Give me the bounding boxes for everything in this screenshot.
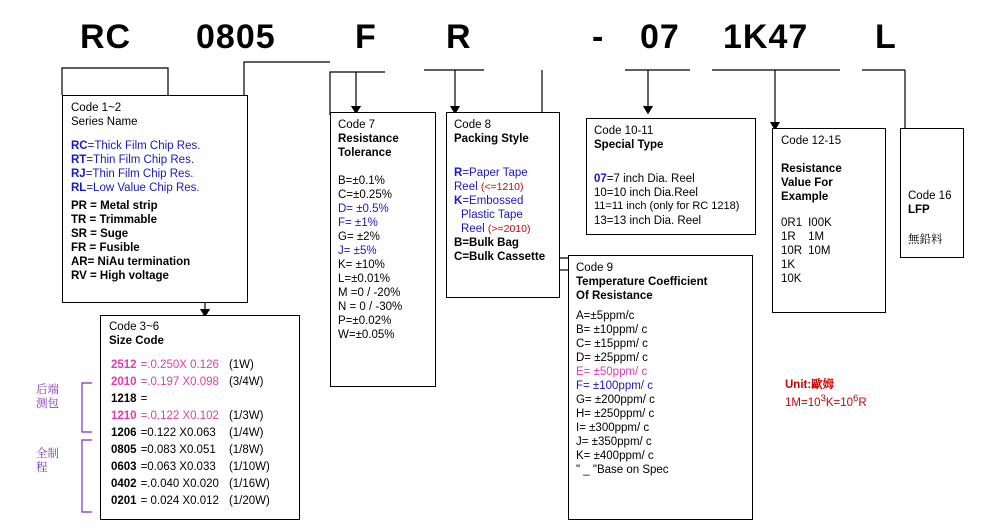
resvalue-c1-r3: 10R	[781, 245, 803, 257]
packing-header-title: Packing Style	[454, 133, 529, 145]
size-group-label-1-line2: 测包	[36, 398, 59, 410]
special-header-title: Special Type	[594, 139, 664, 151]
packing-code-b: B	[454, 237, 463, 249]
size-code-0805: 0805	[111, 444, 137, 456]
special-desc-13: =13 inch Dia. Reel	[606, 214, 702, 227]
special-desc-07: =7 inch Dia. Reel	[606, 173, 695, 185]
series-desc-fr: = Fusible	[86, 242, 140, 254]
series-code-fr: FR	[71, 242, 87, 254]
series-desc-pr: = Metal strip	[86, 200, 158, 212]
unit-note-sup2: 6	[853, 393, 859, 404]
resvalue-header-code: Code 12-15	[781, 135, 842, 147]
size-header-code: Code 3~6	[109, 321, 160, 333]
size-dim-1206: =0.122 X0.063	[140, 427, 216, 439]
table-row	[111, 392, 270, 407]
packing-desc-c: =Bulk Cassette	[462, 251, 546, 263]
size-code-1218: 1218	[111, 393, 137, 405]
table-row	[111, 409, 270, 424]
tolerance-item-w: W=±0.05%	[338, 329, 395, 341]
series-code-rl: RL	[71, 182, 87, 194]
series-name-box	[62, 95, 248, 303]
tolerance-header-title1: Resistance	[338, 133, 399, 145]
size-watt-0201: (1/20W)	[228, 495, 270, 507]
tolerance-item-m: M =0 / -20%	[338, 287, 401, 299]
tempco-item-j: J= ±350ppm/ c	[576, 436, 652, 448]
table-row	[111, 477, 270, 492]
part-number-string	[0, 18, 985, 64]
series-code-rt: RT	[71, 154, 87, 166]
packing-note-r: (<=1210)	[480, 181, 524, 193]
tempco-header-title2: Of Resistance	[576, 290, 653, 302]
code16-box	[900, 128, 964, 258]
resvalue-c1-r4: 1K	[781, 259, 796, 271]
size-watt-1206: (1/4W)	[228, 427, 264, 439]
resvalue-header-title1: Resistance	[781, 163, 842, 175]
series-desc-sr: = Suge	[86, 228, 129, 240]
tempco-item-f: F= ±100ppm/ c	[576, 380, 653, 392]
size-group-label-2-line1: 全制	[36, 448, 59, 460]
special-code-11: 11	[594, 200, 606, 212]
table-row	[111, 358, 270, 373]
part-code-segment-7: 1K47	[723, 18, 809, 56]
size-group-label-2	[36, 447, 59, 475]
series-desc-rt: =Thin Film Chip Res.	[86, 154, 195, 166]
tempco-header-title1: Temperature Coefficient	[576, 276, 708, 288]
packing-desc-r2: Reel	[454, 181, 478, 193]
unit-note-line1: Unit:歐姆	[785, 379, 835, 391]
size-watt-0402: (1/16W)	[228, 478, 270, 490]
packing-desc-k3: Reel	[461, 223, 485, 235]
unit-note-pre: 1M=10	[785, 396, 821, 409]
resvalue-c1-r1: 0R1	[781, 217, 803, 229]
size-group-label-2-line2: 程	[36, 462, 48, 474]
part-code-segment-2: 0805	[196, 18, 276, 56]
tolerance-item-c: C=±0.25%	[338, 189, 392, 201]
tempco-item-k: K= ±400ppm/ c	[576, 450, 654, 462]
unit-note-mid: K=10	[825, 396, 853, 409]
series-desc-rc: =Thick Film Chip Res.	[87, 140, 201, 152]
tolerance-item-p: P=±0.02%	[338, 315, 392, 327]
packing-note-k: (>=2010)	[487, 223, 531, 235]
code16-note: 無鉛料	[908, 234, 943, 246]
series-desc-tr: = Trimmable	[86, 214, 157, 226]
resistance-value-table	[781, 216, 838, 286]
size-dim-0603: =0.063 X0.033	[140, 461, 216, 473]
series-code-rj: RJ	[71, 168, 86, 180]
table-row	[781, 230, 838, 244]
size-code-2512: 2512	[111, 359, 137, 371]
size-dim-2512: =.0.250X 0.126	[140, 359, 219, 371]
table-row	[111, 494, 270, 509]
part-code-segment-5: -	[592, 18, 605, 56]
part-code-segment-6: 07	[640, 18, 680, 56]
tempco-item-d: D= ±25ppm/ c	[576, 352, 648, 364]
size-watt-0603: (1/10W)	[228, 461, 270, 473]
tolerance-item-b: B=±0.1%	[338, 175, 385, 187]
tempco-item-b: B= ±10ppm/ c	[576, 324, 648, 336]
table-row	[111, 460, 270, 475]
resvalue-c2-r3: 10M	[808, 245, 831, 257]
tolerance-header-title2: Tolerance	[338, 147, 392, 159]
tempco-item-base: " _ "Base on Spec	[576, 464, 669, 476]
packing-code-k: K	[454, 195, 463, 207]
size-dim-0201: = 0.024 X0.012	[140, 495, 219, 507]
tempco-item-g: G= ±200ppm/ c	[576, 394, 655, 406]
tempco-box	[568, 255, 753, 520]
tolerance-item-k: K= ±10%	[338, 259, 385, 271]
special-code-07: 07	[594, 173, 607, 185]
table-row	[781, 272, 838, 286]
size-dim-0402: =.0.040 X0.020	[140, 478, 219, 490]
tolerance-item-n: N = 0 / -30%	[338, 301, 403, 313]
code16-header-title: LFP	[908, 204, 930, 216]
series-desc-ar: = NiAu termination	[87, 256, 191, 268]
size-code-0603: 0603	[111, 461, 137, 473]
series-code-pr: PR	[71, 200, 87, 212]
size-code-box	[100, 315, 300, 520]
resvalue-c1-r5: 10K	[781, 273, 802, 285]
resvalue-c2-r4	[808, 258, 838, 272]
tolerance-item-l: L=±0.01%	[338, 273, 391, 285]
resvalue-c2-r5	[808, 272, 838, 286]
size-group-label-1-line1: 后端	[36, 384, 59, 396]
series-code-rv: RV	[71, 270, 87, 282]
unit-note-post: R	[858, 396, 867, 409]
size-watt-1210: (1/3W)	[228, 410, 264, 422]
size-header-title: Size Code	[109, 335, 164, 347]
special-desc-10: =10 inch Dia.Reel	[606, 187, 698, 199]
part-code-segment-4: R	[446, 18, 472, 56]
unit-note	[785, 378, 867, 410]
size-group-label-1	[36, 383, 59, 411]
resvalue-header-title2: Value For	[781, 177, 833, 189]
packing-header-code: Code 8	[454, 119, 492, 131]
tempco-item-h: H= ±250ppm/ c	[576, 408, 655, 420]
size-code-1210: 1210	[111, 410, 137, 422]
packing-desc-r: =Paper Tape	[462, 167, 528, 179]
tempco-item-c: C= ±15ppm/ c	[576, 338, 648, 350]
packing-desc-k: =Embossed	[462, 195, 524, 207]
size-code-1206: 1206	[111, 427, 137, 439]
series-code-ar: AR	[71, 256, 88, 268]
tolerance-header-code: Code 7	[338, 119, 376, 131]
special-code-13: 13	[594, 214, 607, 227]
tempco-item-e: E= ±50ppm/ c	[576, 366, 648, 378]
resvalue-c2-r1: I00K	[808, 217, 832, 229]
size-dim-1210: =.0.122 X0.102	[140, 410, 219, 422]
tolerance-item-j: J= ±5%	[338, 245, 377, 257]
series-code-sr: SR	[71, 228, 87, 240]
size-watt-1218	[229, 392, 270, 407]
part-code-segment-1: RC	[80, 18, 132, 56]
size-dim-2010: =.0.197 X0.098	[140, 376, 219, 388]
part-code-segment-3: F	[355, 18, 377, 56]
size-watt-2010: (3/4W)	[228, 376, 264, 388]
special-desc-11: =11 inch (only for RC 1218)	[605, 200, 740, 212]
tempco-header-code: Code 9	[576, 262, 614, 274]
table-row	[781, 244, 838, 258]
series-desc-rj: =Thin Film Chip Res.	[85, 168, 194, 180]
table-row	[111, 443, 270, 458]
packing-desc-k2: Plastic Tape	[461, 209, 523, 221]
special-code-10: 10	[594, 187, 607, 199]
series-code-tr: TR	[71, 214, 87, 226]
series-header-code: Code 1~2	[71, 102, 122, 114]
size-code-0402: 0402	[111, 478, 137, 490]
table-row	[781, 216, 838, 230]
packing-style-box	[446, 112, 560, 298]
tolerance-item-d: D= ±0.5%	[338, 203, 389, 215]
series-code-rc: RC	[71, 140, 88, 152]
tolerance-item-f: F= ±1%	[338, 217, 378, 229]
series-header-title: Series Name	[71, 116, 138, 128]
series-desc-rl: =Low Value Chip Res.	[86, 182, 200, 194]
size-code-0201: 0201	[111, 495, 137, 507]
special-header-code: Code 10-11	[594, 125, 654, 137]
packing-code-r: R	[454, 167, 463, 179]
packing-desc-b: =Bulk Bag	[462, 237, 519, 249]
size-watt-0805: (1/8W)	[228, 444, 264, 456]
size-dim-1218: =	[140, 393, 148, 405]
size-code-table	[109, 356, 272, 511]
unit-note-line2	[785, 392, 867, 410]
tolerance-box	[330, 112, 436, 387]
tempco-item-i: I= ±300ppm/ c	[576, 422, 650, 434]
unit-note-sup1: 3	[820, 393, 826, 404]
part-code-segment-8: L	[875, 18, 897, 56]
resvalue-header-title3: Example	[781, 191, 829, 203]
table-row	[111, 375, 270, 390]
resvalue-c2-r2: 1M	[808, 231, 825, 243]
size-watt-2512: (1W)	[228, 359, 254, 371]
code16-header-code: Code 16	[908, 190, 952, 202]
resistance-value-box	[772, 128, 886, 313]
packing-code-c: C	[454, 251, 463, 263]
special-type-box	[586, 118, 756, 235]
tolerance-item-g: G= ±2%	[338, 231, 380, 243]
series-desc-rv: = High voltage	[86, 270, 169, 282]
resvalue-c1-r2: 1R	[781, 231, 796, 243]
size-code-2010: 2010	[111, 376, 137, 388]
tempco-item-a: A=±5ppm/c	[576, 310, 635, 322]
table-row	[781, 258, 838, 272]
size-dim-0805: =0.083 X0.051	[140, 444, 216, 456]
table-row	[111, 426, 270, 441]
